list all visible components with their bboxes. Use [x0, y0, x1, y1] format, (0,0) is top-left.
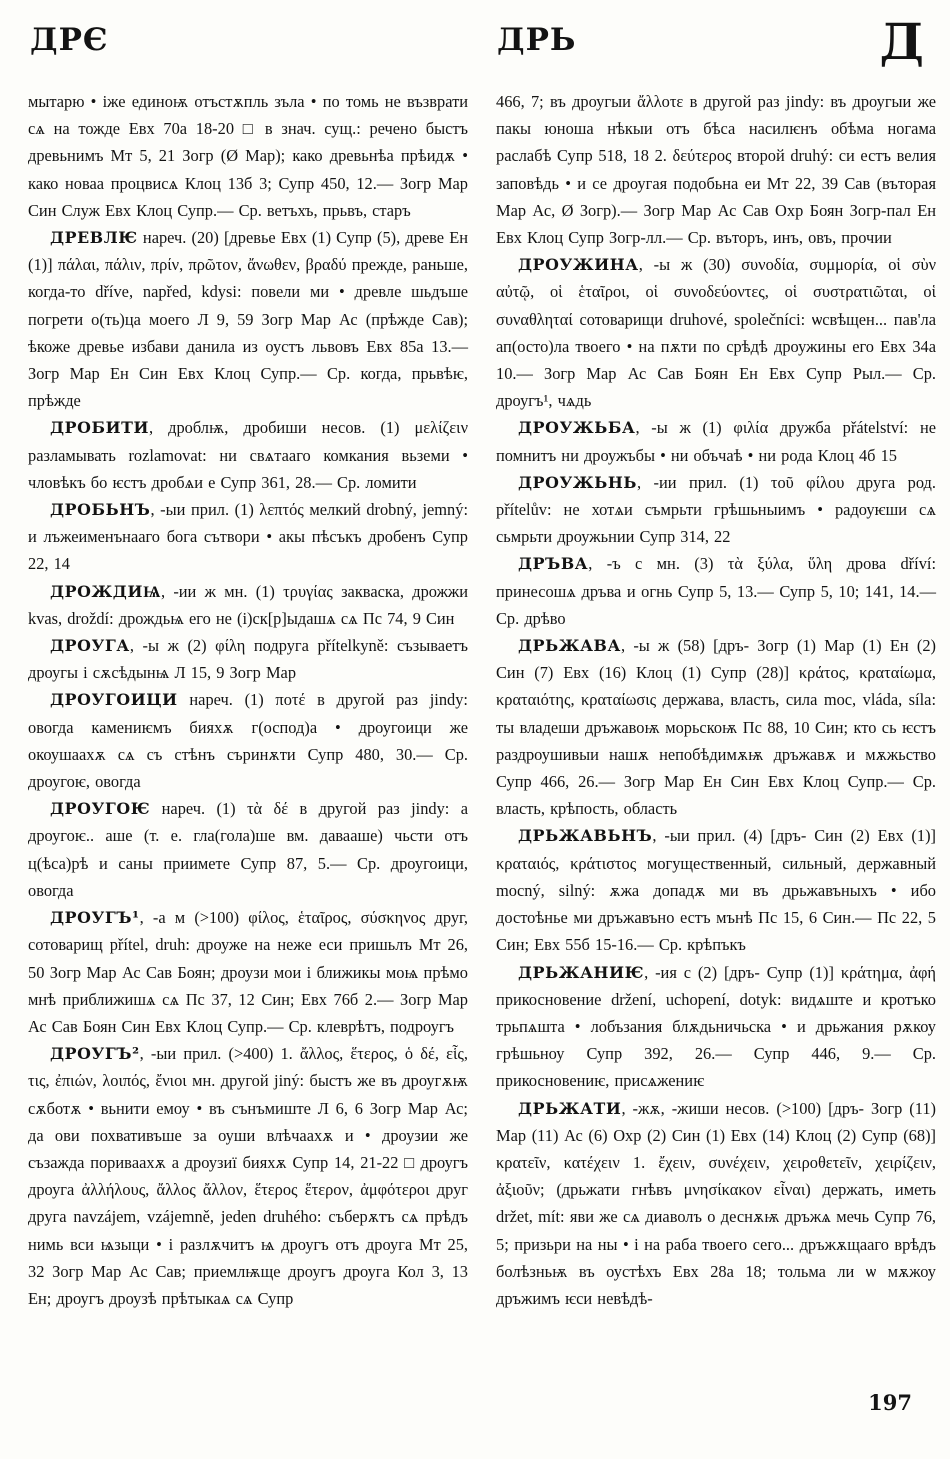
headword: ДРЬЖАТИ — [518, 1098, 622, 1118]
entry-text: , -ы ж (30) συνοδία, συμμορία, οἱ σὺν αὐτῷ, οἱ ἑταῖροι, οἱ συνοδεύοντες, οἱ συστρατιῶται, οἱ συναθληταί сотоварищи druhové, společníci: ѡсвѣщен... пав'ла ап(осто)ла твоего • на пѫти по срѣдѣ дроужины его Евх 34а 10.— Зогр Мар Ас Сав Боян Ен Евх Супр Рыл.— Ср. дроугъ¹, чѧдь — [496, 255, 936, 411]
dictionary-entry — [496, 251, 936, 414]
entry-text: , -а м (>100) φίλος, ἑταῖρος, σύσκηνος друг, сотоварищ přítel, druh: дроуже на неже еси пришьлъ Мт 26, 50 Зогр Мар Ас Сав Боян; дроузи мои і ближикы моѩ прѣмо мнѣ приближишѧ сѧ Пс 37, 12 Син; Евх 76б 2.— Зогр Мар Ас Сав Боян Син Евх Клоц Супр.— Ср. клеврѣтъ, подроугъ — [28, 908, 468, 1036]
headword: ДРЪВА — [518, 554, 589, 574]
headword: ДРОЖДИѨ — [50, 581, 161, 601]
dictionary-entry — [28, 496, 468, 578]
entry-text: , -ии ж мн. (1) τρυγίας закваска, дрожжи kvas, droždí: дрождьѩ его не (і)ск[р]ыдашѧ сѧ Пс 74, 9 Син — [28, 581, 468, 628]
page-number: 197 — [868, 1390, 912, 1415]
guide-word-left: ДРЄ — [30, 22, 109, 58]
headword: ДРОУГЪ¹ — [50, 908, 140, 928]
dictionary-entry — [28, 224, 468, 414]
headword: ДРОУЖИНА — [518, 255, 639, 275]
entry-text: мытарю • іже единоѭ отъстѫпль зъла • по томь не възврати сѧ на тожде Евх 70а 18-20 □ в знач. сущ.: речено быстъ древьнимъ Мт 5, 21 Зогр (Ø Мар); како древьнѣа прѣидѫ • како новаа процвисѧ Клоц 13б 3; Супр 450, 12.— Зогр Мар Син Служ Евх Клоц Супр.— Ср. ветъхъ, прьвъ, старъ — [28, 92, 468, 220]
headword: ДРОУГА — [50, 636, 130, 656]
headword: ДРОУГЪ² — [50, 1044, 140, 1064]
entry-text: , -жѫ, -жиши несов. (>100) [дръ- Зогр (11) Мар (11) Ас (6) Охр (2) Син (1) Евх (14) Клоц (2) Супр (68)] κρατεῖν, κατέχειν 1. ἔχειν, συνέχειν, χειροθετεῖν, χειρίζειν, ἀξιοῦν; (дрьжати гнѣвъ μνησίκακον εἶναι) держать, иметь držet, mít: яви же сѧ диаволъ о деснѫѭ дръжѧ мечь Супр 76, 5; призьри на ны • і на раба твоего сего... дръжѫщааго врѣдъ болѣзньѭ въ оустѣхъ Евх 28а 18; тольма ли ѡ мѫжоу дръжимъ ѥси невѣдѣ- — [496, 1098, 936, 1308]
dictionary-entry — [28, 795, 468, 904]
dictionary-entry — [496, 632, 936, 822]
dictionary-entry — [496, 822, 936, 958]
dictionary-entry — [496, 88, 936, 251]
headword: ДРЬЖАНИѤ — [518, 962, 645, 982]
page-header — [0, 14, 950, 88]
dictionary-entry — [28, 414, 468, 496]
entry-text: , -ыи прил. (4) [дръ- Син (2) Евх (1)] κραταιός, κράτιστος могущественный, сильный, державный mocný, silný: ѫжа допадѫ ми въ дрьжавъныхъ • ибо достоѣнье ми дръжавъно естъ мънѣ Пс 15, 6 Син.— Пс 22, 5 Син; Евх 55б 15-16.— Ср. крѣпъкъ — [496, 826, 936, 955]
entry-text: , -ия с (2) [дръ- Супр (1)] κράτημα, ἀφή прикосновение držení, uchopení, dotyk: видѧште и кротъко трьпѧшта • лобъзания блѫдьничьска • и дрьжания рѫкоу грѣшьноу Супр 392, 26.— Супр 446, 9.— Ср. прикосновениѥ, присѧжениѥ — [496, 962, 936, 1091]
entry-text: , -ы ж (58) [дръ- Зогр (1) Мар (1) Ен (2) Син (7) Евх (16) Клоц (1) Супр (28)] κράτος, κραταίωμα, κραταιότης, κραταίωσις держава, власть, сила moc, vláda, síla: ты владеши дръжавоѭ морьскоѭ Пс 88, 10 Син; кто сь ѥстъ раздроушивыи нашѫ непобѣдимѫѭ дръжавѫ и мѫжьство Супр 466, 26.— Зогр Мар Ен Син Евх Клоц Супр.— Ср. власть, крѣпость, область — [496, 636, 936, 819]
dictionary-entry — [496, 1095, 936, 1313]
dictionary-entry — [28, 1040, 468, 1312]
headword: ДРОУГОѤ — [50, 799, 151, 819]
entry-text: нареч. (1) ποτέ в другой раз jindy: овогда камениѥмъ бияхѫ г(оспод)а • дроугоици же окоушаахѫ сѧ съ стѣнъ съринѫти Супр 480, 30.— Ср. дроугоѥ, овогда — [28, 690, 468, 792]
entry-text: , -ъ с мн. (3) τὰ ξύλα, ὕλη дрова dříví: принесошѧ дръва и огнь Супр 5, 13.— Супр 5, 10; 141, 14.— Ср. дрѣво — [496, 554, 936, 628]
right-column — [496, 88, 936, 1312]
entry-text: , -ыи прил. (1) λεπτός мелкий drobný, jemný: и лъжеименънааго бога сътвори • акы пѣсъкъ дробенъ Супр 22, 14 — [28, 500, 468, 574]
dictionary-entry — [28, 578, 468, 632]
dictionary-entry — [28, 632, 468, 686]
entry-text: , -ы ж (1) φιλία дружба přátelství: не помнитъ ни дроужъбы • ни объчаѣ • ни рода Клоц 4б 15 — [496, 418, 936, 465]
headword: ДРЬЖАВА — [518, 636, 621, 656]
dictionary-entry — [496, 959, 936, 1095]
entry-text: , -ы ж (2) φίλη подруга přítelkyně: съзываетъ дроугы і сѫсѣдынѩ Л 15, 9 Зогр Мар — [28, 636, 468, 683]
headword: ДРОУЖЬНЬ — [518, 472, 638, 492]
headword: ДРОБЬНЪ — [50, 500, 151, 520]
headword: ДРОУЖЬБА — [518, 418, 636, 438]
headword: ДРОУГОИЦИ — [50, 690, 178, 710]
dictionary-entry — [496, 550, 936, 632]
guide-word-right: ДРЬ — [497, 22, 577, 58]
left-column — [28, 88, 468, 1312]
entry-text: нареч. (1) τὰ δέ в другой раз jindy: а дроугоѥ.. аше (т. е. гла(гола)ше вм. давааше) чьсти отъ ц(ѣса)рѣ и саны приимете Супр 87, 5.— Ср. дроугоици, овогда — [28, 799, 468, 900]
headword: ДРЕВЛѤ — [50, 228, 138, 248]
dictionary-entry — [28, 904, 468, 1040]
entry-text: 466, 7; въ дроугыи ἄλλοτε в другой раз jindy: въ дроугыи же пакы юноша нѣкыи отъ бѣса насилѥнъ обѣма ногама раслабѣ Супр 518, 18 2. δεύτερος второй druhý: си естъ велия заповѣдь • и се дроугая подобьна еи Мт 22, 39 Сав (въторая Мар Ас, Ø Зогр).— Зогр Мар Ас Сав Охр Боян Зогр-пал Ен Евх Клоц Супр Зогр-лл.— Ср. въторъ, инъ, овъ, прочии — [496, 92, 936, 248]
headword: ДРЬЖАВЬНЪ — [518, 826, 653, 846]
entry-text: , -ыи прил. (>400) 1. ἄλλος, ἕτερος, ὁ δέ, εἷς, τις, ἐπιών, λοιπός, ἔνιοι мн. другой jiný: быстъ же въ дроугѫѭ сѫботѫ • вьнити емоу • въ сънъмиште Л 6, 6 Зогр Мар Ас; да ови похвативъше за оуши влѣчаахѫ и • дроузии же съзажда поривaaхѫ а дроузиї бияхѫ Супр 14, 21-22 □ дроугъ дроуга ἀλλήλους, ἄλλος ἄλλον, ἕτερος ἕτερον, ἀμφότεροι друг друга navzájem, vzájemně, jeden druhého: съберѫтъ сѧ прѣдъ нимь вси ѩзыци • і разлѫчитъ ѩ дроугъ отъ дроуга Мт 25, 32 Зогр Мар Ас Сав; приемлѭще дроугъ дроуга Кол 3, 13 Ен; дроугъ дроузѣ прѣтыкаѧ сѧ Супр — [28, 1044, 468, 1308]
entry-text: , -ии прил. (1) τοῦ φίλου друга род. přítelův: не хотѧи съмрьти грѣшьныимъ • радоуѥши сѧ сьмрьти дроужьнии Супр 314, 22 — [496, 472, 936, 547]
dictionary-entry — [28, 88, 468, 224]
dictionary-entry — [28, 686, 468, 795]
text-columns — [0, 88, 950, 1312]
headword: ДРОБИТИ — [50, 418, 149, 438]
section-letter: Д — [879, 12, 924, 71]
dictionary-entry — [496, 469, 936, 551]
dictionary-entry — [496, 414, 936, 468]
entry-text: нареч. (20) [древье Евх (1) Супр (5), древе Ен (1)] πάλαι, πάλιν, πρίν, πρῶτον, ἄνωθεν, βραδύ прежде, раньше, когда-то dříve, napřed, kdysi: повели ми • древле шьдъше погрети о(ть)ца моего Л 9, 59 Зогр Мар Ас (прѣжде Сав); ѣкоже древье избави данила из оустъ львовъ Евх 85а 13.— Зогр Мар Ен Син Евх Клоц Супр.— Ср. когда, прьвѣѥ, прѣжде — [28, 228, 468, 411]
entry-text: , дроблѭ, дробиши несов. (1) μελίζειν разламывать rozlamovat: ни свѧтааго комкания вьземи • чловѣкъ бо ѥстъ дробѧи е Супр 361, 28.— Ср. ломити — [28, 418, 468, 492]
